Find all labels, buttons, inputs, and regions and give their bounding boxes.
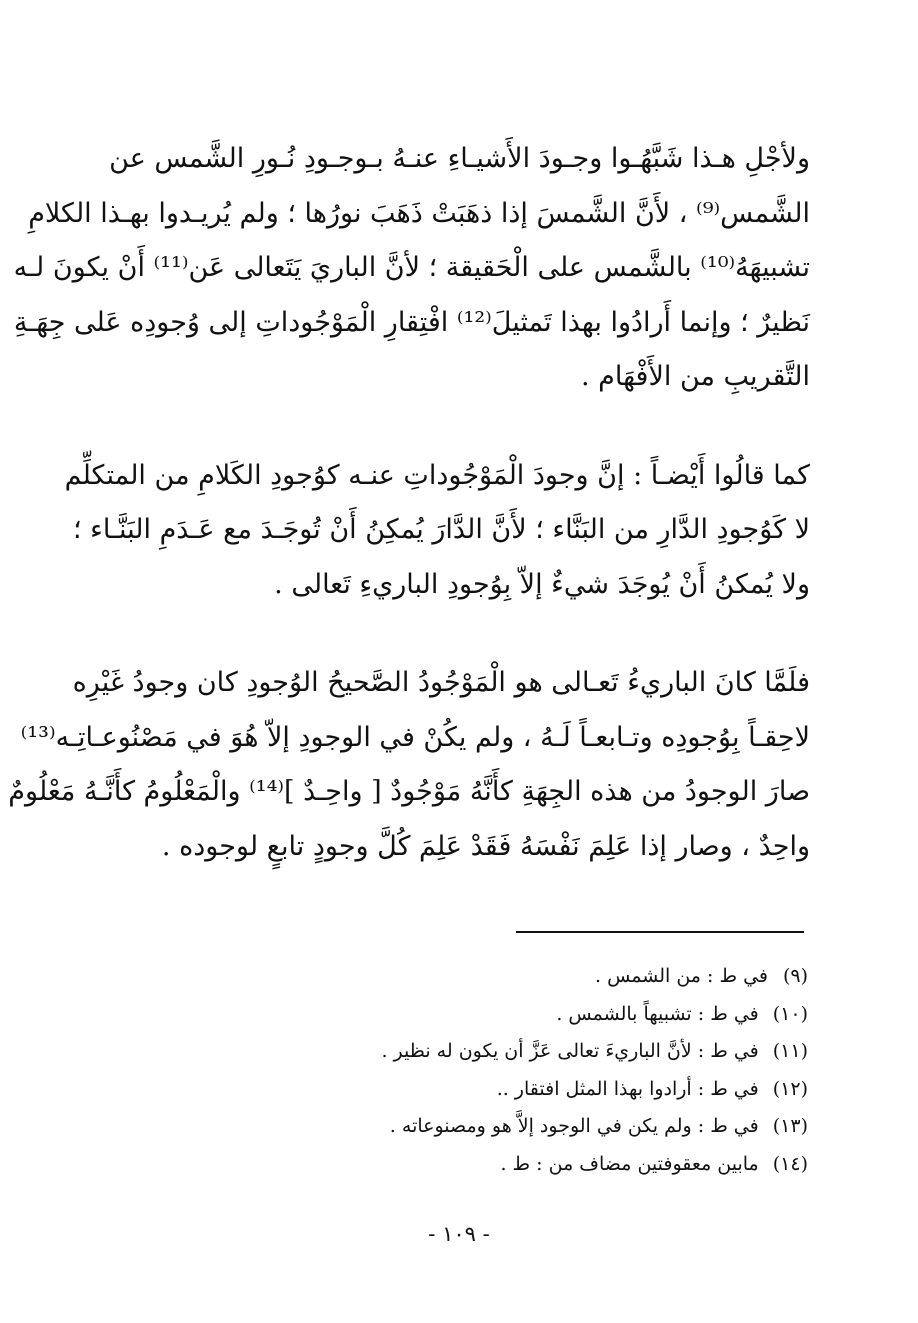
footnote-text: مابين معقوفتين مضاف من : ط . [500, 1152, 759, 1175]
text-line: تشبيهَهُ⁽¹⁰⁾ بالشَّمس على الْحَقيقة ؛ لأنَّ الباريَ يَتَعالى عَن⁽¹¹⁾ أَنْ يكونَ لـه [13, 252, 810, 283]
page-number: - ١٠٩ - [428, 1222, 490, 1246]
footnote [308, 1071, 808, 1109]
main-text [8, 132, 810, 918]
text-line: التَّقريبِ من الأَفْهَام . [581, 361, 810, 392]
paragraph-2 [64, 449, 810, 613]
footnote [308, 1146, 808, 1184]
paragraph-1 [13, 132, 810, 405]
text-line: ولا يُمكنُ أَنْ يُوجَدَ شيءٌ إلاّ بِوُجودِ الباريءِ تَعالى . [274, 568, 810, 600]
footnote [308, 1033, 808, 1071]
footnote-text: في ط : لأنَّ الباريءَ تعالى عَزَّ أن يكون له نظير . [381, 1040, 759, 1063]
footnote [308, 958, 808, 996]
footnote [308, 1108, 808, 1146]
footnote-text: في ط : تشبيهاً بالشمس . [556, 1002, 759, 1025]
footnote-number: (١١) [772, 1040, 808, 1063]
footnote-number: (١٣) [772, 1115, 808, 1138]
text-line: ولأجْلِ هـذا شَبَّهُـوا وجـودَ الأَشيـاءِ عنـهُ بـوجـودِ نُـورِ الشَّمس عن [109, 143, 810, 174]
footnote-number: (١٤) [772, 1152, 808, 1175]
text-line: فلَمَّا كانَ الباريءُ تَعـالى هو الْمَوْجُودُ الصَّحيحُ الوُجودِ كان وجودُ غَيْرِه [72, 667, 810, 698]
footnote-number: (١٢) [772, 1077, 808, 1100]
text-line: صارَ الوجودُ من هذه الجِهَةِ كأَنَّهُ مَوْجُودٌ [ واحِـدٌ ]⁽¹⁴⁾ والْمَعْلُومُ كأَنَّـهُ مَعْلُومٌ [8, 776, 810, 807]
footnote-divider [516, 931, 804, 933]
footnote-text: في ط : ولم يكن في الوجود إلاَّ هو ومصنوعاته . [389, 1115, 759, 1138]
text-line: نَظيرٌ ؛ وإنما أَرادُوا بهذا تَمثيلَ⁽¹²⁾ افْتِقارِ الْمَوْجُوداتِ إلى وُجودِه عَلى جِهَـةِ [13, 306, 810, 338]
paragraph-3 [8, 656, 810, 874]
footnotes [308, 958, 808, 1184]
footnote [308, 996, 808, 1034]
footnote-text: في ط : أرادوا بهذا المثل افتقار .. [496, 1077, 759, 1100]
text-line: كما قالُوا أَيْضـاً : إنَّ وجودَ الْمَوْجُوداتِ عنـه كوُجودِ الكَلامِ من المتكلِّم [64, 459, 810, 491]
text-line: لاحِقـاً بِوُجودِه وتـابعـاً لَـهُ ، ولم يكُنْ في الوجودِ إلاّ هُوَ في مَصْنُوعـاتِـه⁽¹³⁾ [20, 721, 810, 753]
text-line: الشَّمس⁽⁹⁾ ، لأَنَّ الشَّمسَ إذا ذهَبَتْ ذَهَبَ نورُها ؛ ولم يُريـدوا بهـذا الكلامِ [28, 197, 810, 229]
footnote-text: في ط : من الشمس . [595, 965, 768, 987]
footnote-number: (٩) [782, 965, 808, 987]
footnote-number: (١٠) [772, 1002, 808, 1025]
text-line: واحِدٌ ، وصار إذا عَلِمَ نَفْسَهُ فَقَدْ عَلِمَ كُلَّ وجودٍ تابعٍ لوجوده . [161, 830, 810, 862]
text-line: لا كَوُجودِ الدَّارِ من البَنَّاء ؛ لأَنَّ الدَّارَ يُمكِنُ أَنْ تُوجَـدَ مع عَـدَمِ البَنَّـاء ؛ [72, 514, 810, 545]
